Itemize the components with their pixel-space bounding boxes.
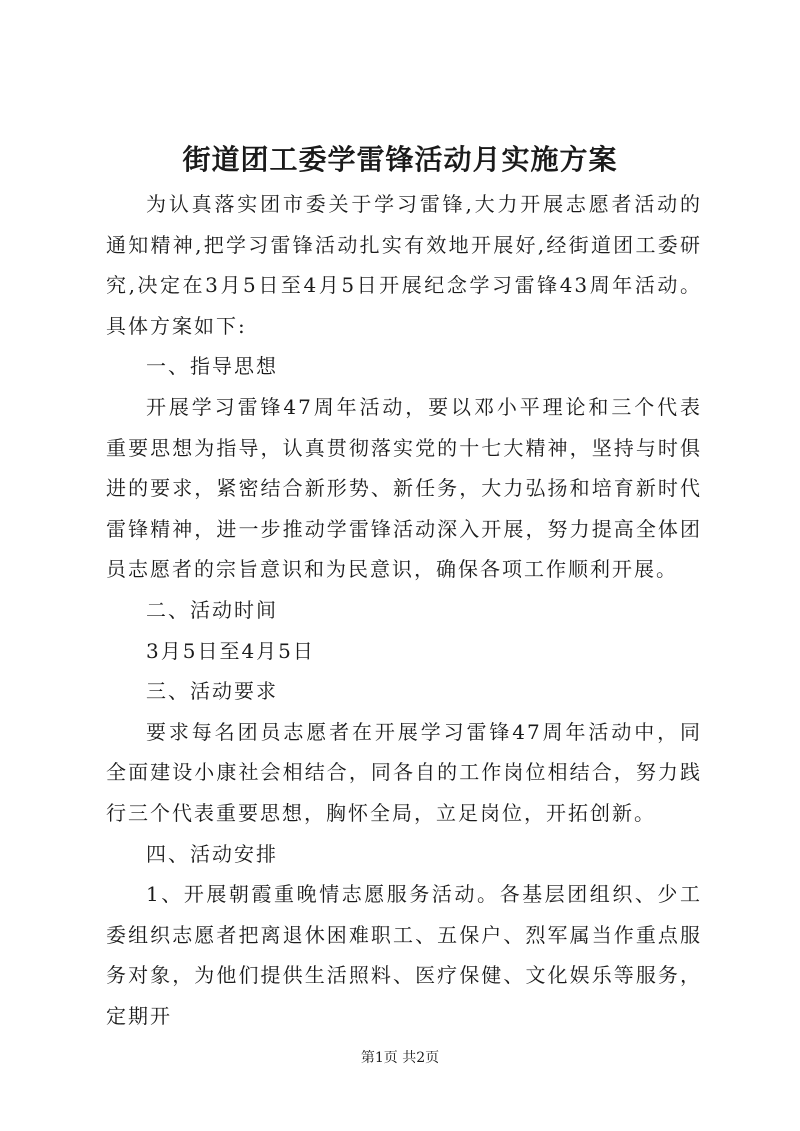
page-number-footer: 第1页 共2页 bbox=[360, 1050, 440, 1066]
section-heading-activity-requirements: 三、活动要求 bbox=[146, 679, 278, 704]
document-body bbox=[106, 184, 702, 1036]
paragraph-activity-requirements: 要求每名团员志愿者在开展学习雷锋47周年活动中，同全面建设小康社会相结合，同各自的工作岗位相结合，努力践行三个代表重要思想，胸怀全局，立足岗位，开拓创新。 bbox=[106, 719, 702, 825]
section-heading-activity-arrangement: 四、活动安排 bbox=[146, 841, 278, 866]
document-title: 街道团工委学雷锋活动月实施方案 bbox=[182, 143, 618, 176]
section-heading-guiding-ideology: 一、指导思想 bbox=[146, 354, 278, 379]
section-heading-activity-time: 二、活动时间 bbox=[146, 597, 278, 622]
paragraph-intro: 为认真落实团市委关于学习雷锋,大力开展志愿者活动的通知精神,把学习雷锋活动扎实有效地开展好,经街道团工委研究,决定在3月5日至4月5日开展纪念学习雷锋43周年活动。具体方案如下: bbox=[106, 192, 702, 338]
paragraph-activity-arrangement: 1、开展朝霞重晚情志愿服务活动。各基层团组织、少工委组织志愿者把离退休困难职工、五保户、烈军属当作重点服务对象，为他们提供生活照料、医疗保健、文化娱乐等服务，定期开 bbox=[106, 882, 702, 1028]
paragraph-guiding-ideology: 开展学习雷锋47周年活动，要以邓小平理论和三个代表重要思想为指导，认真贯彻落实党的十七大精神，坚持与时俱进的要求，紧密结合新形势、新任务，大力弘扬和培育新时代雷锋精神，进一步推动学雷锋活动深入开展，努力提高全体团员志愿者的宗旨意识和为民意识，确保各项工作顺利开展。 bbox=[106, 394, 702, 582]
paragraph-activity-time: 3月5日至4月5日 bbox=[146, 638, 315, 663]
